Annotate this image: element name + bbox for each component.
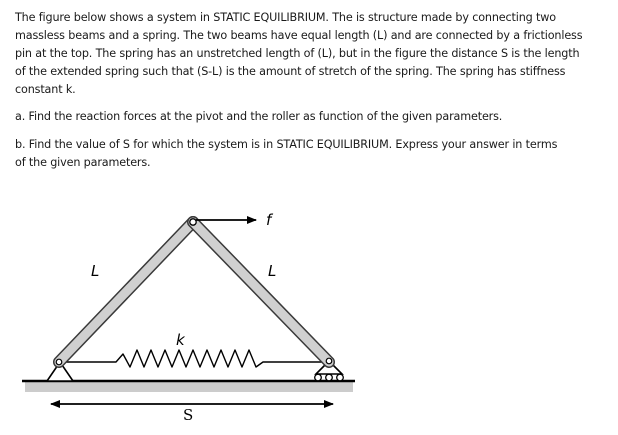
part-b-line-1: b. Find the value of S for which the system is in STATIC EQUILIBRIUM. Express your answer in terms [15, 137, 558, 151]
left-beam-length-label: L [91, 262, 100, 280]
left-beam [59, 222, 193, 362]
left-pin [56, 359, 62, 365]
intro-line-3: pin at the top. The spring has an unstretched length of (L), but in the figure the distance S is the length [15, 47, 580, 61]
intro-line-2: massless beams and a spring. The two beams have equal length (L) and are connected by a frictionless [15, 29, 583, 43]
ground-surface [25, 381, 353, 392]
intro-line-1: The figure below shows a system in STATIC EQUILIBRIUM. The is structure made by connecting two [15, 11, 556, 24]
spring-constant-label: k [176, 331, 185, 349]
spring [64, 350, 326, 367]
right-pin [326, 358, 332, 364]
right-beam [193, 222, 329, 362]
force-label: f [266, 211, 272, 229]
part-b-line-2: of the given parameters. [15, 155, 151, 169]
intro-line-4: of the extended spring such that (S-L) is the amount of stretch of the spring. The spring has stiffness [15, 65, 566, 79]
top-pin [190, 219, 196, 225]
right-beam-length-label: L [268, 262, 277, 280]
distance-label: S [183, 406, 194, 424]
part-a-question: a. Find the reaction forces at the pivot and the roller as function of the given parameters. [15, 110, 503, 124]
intro-line-5: constant k. [15, 83, 76, 97]
